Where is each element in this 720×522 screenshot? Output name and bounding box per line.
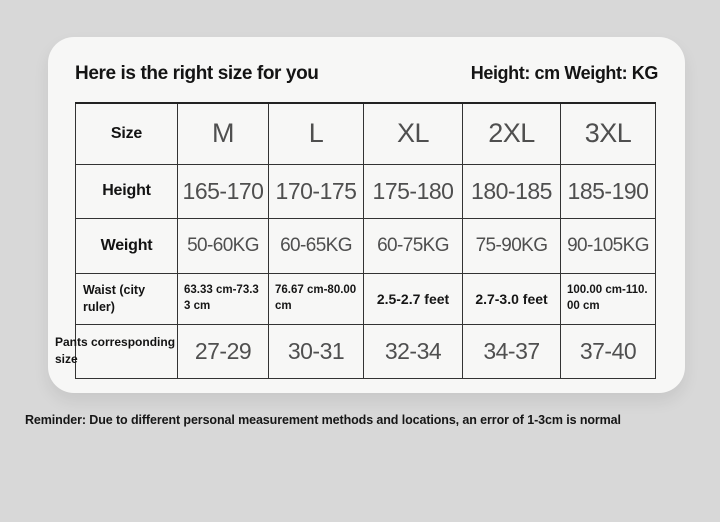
table-row-size [76, 103, 656, 164]
height-cell: 175-180 [364, 164, 463, 218]
size-cell-m: M [178, 103, 269, 164]
row-header-height: Height [76, 164, 178, 218]
pants-size-label: Pants corresponding size [55, 335, 176, 366]
row-header-waist: Waist (city ruler) [76, 273, 178, 324]
row-header-weight: Weight [76, 218, 178, 273]
waist-cell: 2.5-2.7 feet [364, 273, 463, 324]
height-cell: 165-170 [178, 164, 269, 218]
height-cell: 170-175 [269, 164, 364, 218]
height-cell: 185-190 [561, 164, 656, 218]
table-row-height [76, 164, 656, 218]
table-row-pants [76, 324, 656, 378]
row-header-pants [55, 324, 178, 378]
weight-cell: 90-105KG [561, 218, 656, 273]
pants-cell: 32-34 [364, 324, 463, 378]
size-cell-2xl: 2XL [463, 103, 561, 164]
size-cell-xl: XL [364, 103, 463, 164]
pants-cell: 30-31 [269, 324, 364, 378]
waist-cell: 2.7-3.0 feet [463, 273, 561, 324]
card-header [75, 63, 658, 85]
reminder-text: Reminder: Due to different personal measurement methods and locations, an error of 1-3cm is normal [25, 413, 621, 427]
waist-cell: 100.00 cm-110.00 cm [561, 273, 656, 324]
card-title: Here is the right size for you [75, 63, 319, 84]
row-header-size: Size [76, 103, 178, 164]
table-row-weight [76, 218, 656, 273]
size-table [55, 102, 656, 379]
pants-cell: 34-37 [463, 324, 561, 378]
weight-cell: 50-60KG [178, 218, 269, 273]
height-cell: 180-185 [463, 164, 561, 218]
weight-cell: 60-75KG [364, 218, 463, 273]
pants-cell: 27-29 [178, 324, 269, 378]
size-cell-3xl: 3XL [561, 103, 656, 164]
units-note: Height: cm Weight: KG [470, 63, 658, 83]
waist-cell: 63.33 cm-73.33 cm [178, 273, 269, 324]
table-row-waist [76, 273, 656, 324]
weight-cell: 75-90KG [463, 218, 561, 273]
weight-cell: 60-65KG [269, 218, 364, 273]
waist-cell: 76.67 cm-80.00 cm [269, 273, 364, 324]
size-chart-card [48, 37, 685, 393]
size-cell-l: L [269, 103, 364, 164]
pants-cell: 37-40 [561, 324, 656, 378]
